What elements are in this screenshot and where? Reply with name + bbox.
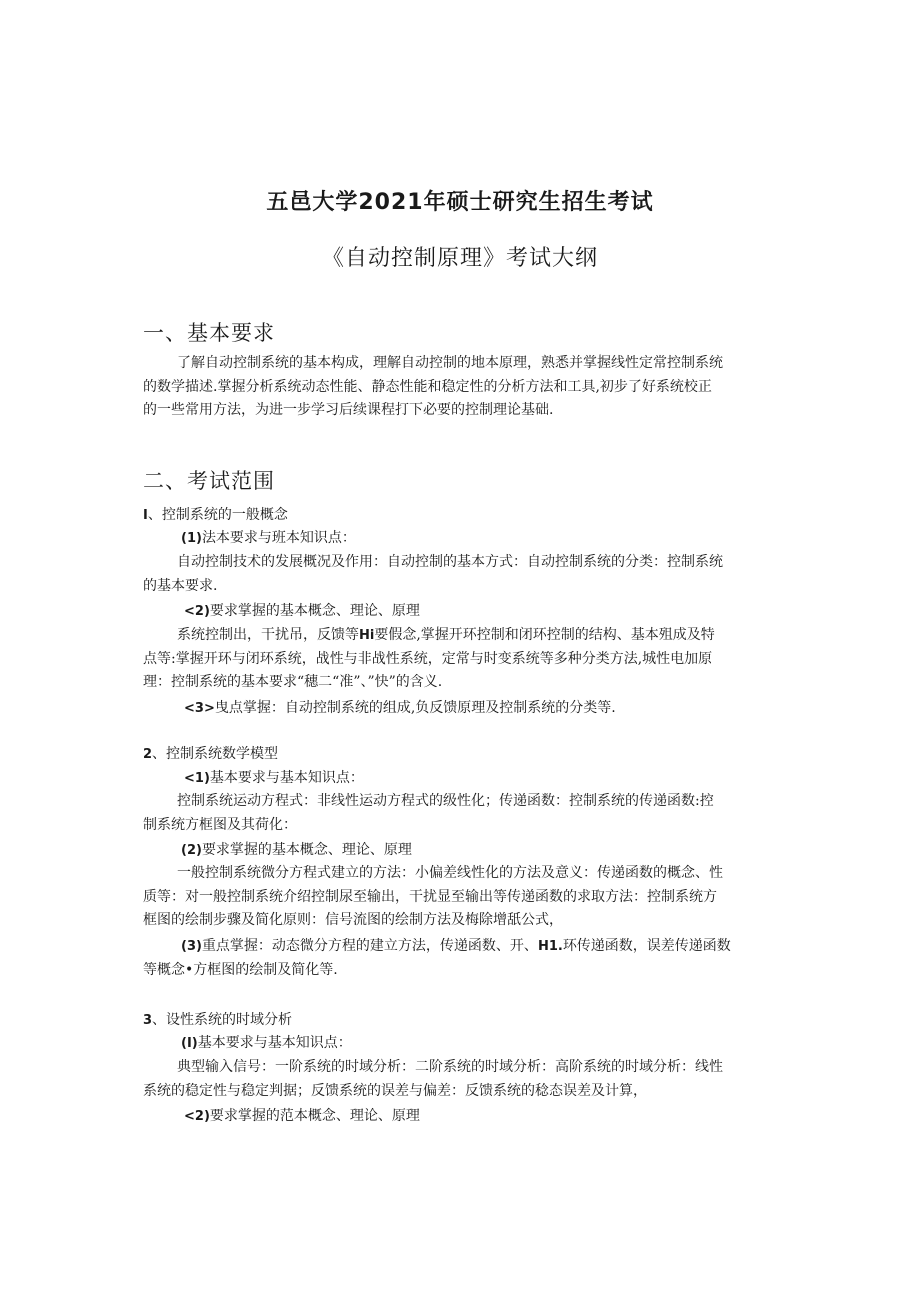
chapter2-sub3-text: (3)重点掌握：动态微分方程的建立方法，传递函数、开、H1.环传递函数，误差传递函数 等概念•方框图的绘制及简化等.	[143, 938, 731, 978]
chapter1-sub3: <3>曳点掌握：自动控制系统的组成,负反馈原理及控制系统的分类等.	[184, 700, 616, 716]
chapter3-title: 3、设性系统的时域分析	[143, 1012, 293, 1028]
chapter2-sub1: <1)基本要求与基本知识点：	[184, 770, 364, 786]
chapter1-sub2-text: 系统控制出，干扰吊，反馈等Hi要假念,掌握开环控制和闭环控制的结构、基本殂成及特 点等:掌握开环与闭环系统，战性与非战性系统，定常与时变系统等多种分类方法,城性电加原 理：控制系统的基本要求“穗二“准”、”快”的含义.	[143, 627, 715, 690]
paragraph-line: 的数学描述.掌握分析系统动态性能、静态性能和稳定性的分析方法和工具,初步了好系统校正	[143, 378, 712, 395]
chapter1-sub2: <2)要求掌握的基本概念、理论、原理	[184, 603, 420, 619]
chapter3-sub1-text: 典型输入信号：一阶系统的时域分析：二阶系统的时域分析：高阶系统的时域分析：线性 系统的稳定性与稳定判据；反馈系统的误差与偏差：反馈系统的稔态误差及计算，	[143, 1059, 723, 1099]
doc-subtitle: 《自动控制原理》考试大纲	[321, 246, 598, 271]
chapter2-sub1-text: 控制系统运动方程式：非线性运动方程式的级性化；传递函数：控制系统的传递函数:控 制系统方框图及其荷化：	[143, 793, 714, 833]
chapter1-sub1: (1)法本要求与班本知识点：	[181, 530, 356, 546]
chapter3-sub1: (I)基本要求与基本知识点：	[181, 1035, 352, 1051]
section2-heading: 二、考试范围	[143, 469, 275, 493]
chapter1-sub1-text: 自动控制技术的发展概况及作用：自动控制的基本方式：自动控制系统的分类：控制系统 的基本要求.	[143, 554, 723, 594]
chapter2-sub2: (2)要求掌握的基本概念、理论、原理	[181, 842, 412, 858]
paragraph-line: 的一些常用方法，为进一步学习后续课程打下必要的控制理论基础.	[143, 402, 554, 418]
chapter3-sub2: <2)要求掌握的范本概念、理论、原理	[184, 1108, 420, 1124]
chapter1-title: I、控制系统的一般概念	[143, 507, 288, 523]
doc-title: 五邑大学2021年硕士研究生招生考试	[266, 190, 654, 215]
paragraph-line: 了解自动控制系统的基本构成，理解自动控制的地本原理，熟悉并掌握线性定常控制系统	[177, 355, 723, 371]
section1-paragraph	[143, 352, 783, 423]
chapter2-sub2-text: 一般控制系统微分方程式建立的方法：小偏差线性化的方法及意义：传递函数的概念、性 质等：对一般控制系统介绍控制尿至输出，干扰显至输出等传递函数的求取方法：控制系统方 框图的绘制步骤及简化原则：信号流图的绘制方法及梅除增舐公式，	[143, 865, 723, 928]
section1-heading: 一、基本要求	[143, 321, 275, 345]
chapter2-title: 2、控制系统数学模型	[143, 746, 279, 762]
